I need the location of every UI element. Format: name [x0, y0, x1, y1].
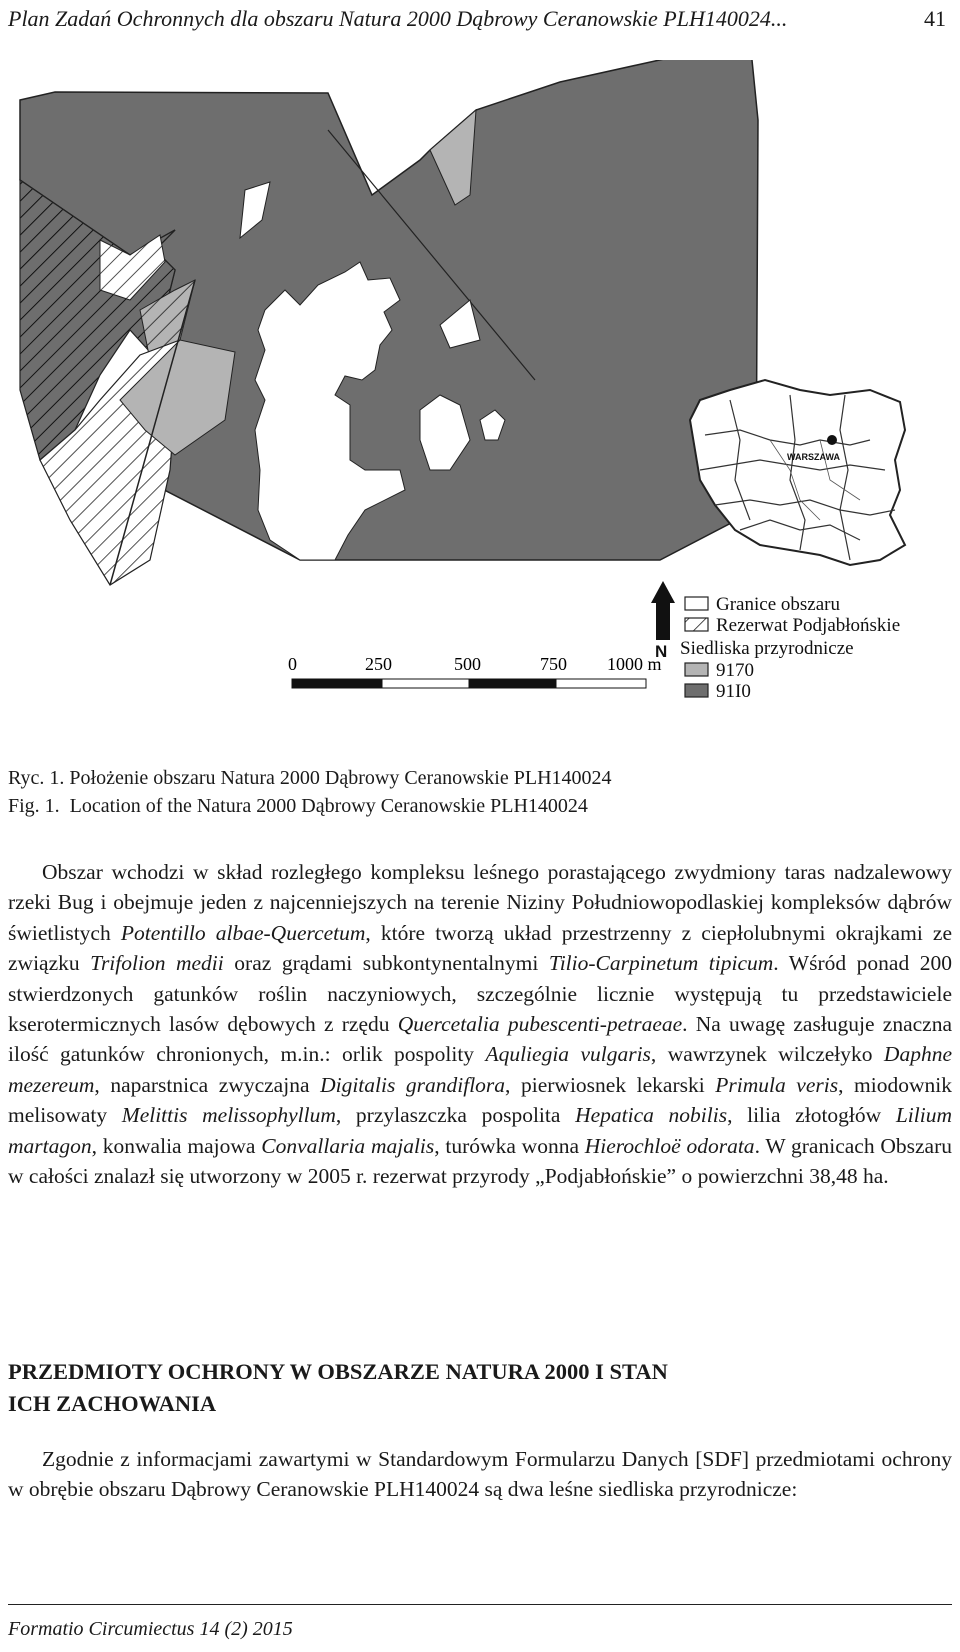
- footer-rule: [8, 1604, 952, 1605]
- paragraph-text-run: , pierwiosnek lekarski: [505, 1072, 716, 1097]
- journal-footer: Formatio Circumiectus 14 (2) 2015: [8, 1618, 293, 1640]
- paragraph-text-run: , naparstnica zwyczajna: [94, 1072, 321, 1097]
- species-name-italic: Daphne mezereum: [8, 1042, 952, 1097]
- poland-inset-map: [690, 380, 905, 565]
- site-map: [20, 60, 758, 585]
- legend-9170-swatch: [685, 663, 708, 676]
- species-name-italic: Primula veris: [715, 1072, 839, 1097]
- species-name-italic: Potentillo albae-Quercetum: [120, 920, 366, 945]
- legend-boundary-label: Granice obszaru: [716, 594, 840, 615]
- legend-9110-swatch: [685, 684, 708, 697]
- paragraph-text-run: . Wśród ponad 200 stwierdzonych gatunków roślin naczyniowych, szczególnie licznie występują tu przedstawiciele kserotermicznych lasów dębowych z rzędu: [8, 951, 952, 1037]
- legend-habitats-title: Siedliska przyrodnicze: [680, 638, 854, 659]
- paragraph-text-run: Obszar wchodzi w skład rozległego kompleksu leśnego porastającego zwydmiony taras nadzalewowy rzeki Bug i obejmuje jeden z najcenniejszych na terenie Niziny Południowopodlaskiej kompleksów dąbrów świetlistych: [8, 860, 952, 945]
- location-map-figure: [0, 60, 960, 750]
- body-paragraph-1: [8, 857, 952, 1191]
- species-name-italic: Hepatica nobilis: [575, 1103, 728, 1128]
- section-heading-line-2: ICH ZACHOWANIA: [8, 1391, 217, 1416]
- species-name-italic: Melittis melissophyllum: [121, 1103, 336, 1128]
- species-name-italic: Tilio-Carpinetum tipicum: [548, 951, 774, 976]
- scale-label-1000: 1000 m: [607, 654, 662, 674]
- paragraph-text-run: , lilia złotogłów: [727, 1103, 896, 1128]
- scale-label-250: 250: [365, 654, 392, 674]
- paragraph-text-run: , które tworzą układ przestrzenny z ciepłolubnymi okrajkami ze związku: [8, 920, 952, 976]
- species-name-italic: Digitalis grandiflora: [320, 1072, 506, 1097]
- paragraph-text-run: , przylaszczka pospolita: [335, 1103, 576, 1128]
- caption-polish: Ryc. 1. Położenie obszaru Natura 2000 Dąbrowy Ceranowskie PLH140024: [8, 767, 612, 789]
- species-name-italic: Trifolion medii: [90, 951, 224, 976]
- map-legend: [680, 594, 900, 702]
- paragraph-text-run: , konwalia majowa: [91, 1133, 262, 1158]
- species-name-italic: Aquliegia vulgaris: [485, 1042, 651, 1067]
- paragraph-text-run: , wawrzynek wilczełyko: [650, 1042, 884, 1067]
- paragraph-text-run: oraz grądami subkontynentalnymi: [223, 951, 549, 976]
- paragraph-text-run: . W granicach Obszaru w całości znalazł się utworzony w 2005 r. rezerwat przyrody „Podjabłońskie” o powierzchni 38,48 ha.: [8, 1133, 952, 1189]
- section-heading-line-1: PRZEDMIOTY OCHRONY W OBSZARZE NATURA 2000 I STAN: [8, 1359, 668, 1384]
- paragraph-text-run: , miodownik melisowaty: [8, 1072, 952, 1128]
- running-header: [8, 6, 952, 40]
- species-name-italic: Lilium martagon: [8, 1103, 952, 1158]
- legend-9110-label: 91I0: [716, 681, 751, 702]
- scale-bar: [288, 654, 662, 688]
- legend-reserve-label: Rezerwat Podjabłońskie: [716, 615, 901, 636]
- page-number: 41: [924, 6, 946, 31]
- site-location-dot: [827, 435, 837, 445]
- legend-9170-label: 9170: [716, 660, 754, 681]
- inset-city-label: WARSZAWA: [787, 452, 840, 462]
- species-name-italic: Quercetalia pubescenti-petraeae: [397, 1012, 683, 1037]
- figure-caption: [8, 764, 612, 820]
- body-paragraph-2: Zgodnie z informacjami zawartymi w Standardowym Formularzu Danych [SDF] przedmiotami ochrony w obrębie obszaru Dąbrowy Ceranowskie PLH140024 są dwa leśne siedliska przyrodnicze:: [8, 1447, 952, 1502]
- north-label: N: [655, 642, 668, 661]
- section-heading: [8, 1356, 668, 1420]
- header-title: Plan Zadań Ochronnych dla obszaru Natura 2000 Dąbrowy Ceranowskie PLH140024...: [8, 6, 788, 31]
- scale-label-0: 0: [288, 654, 297, 674]
- species-name-italic: Convallaria majalis: [261, 1133, 435, 1158]
- paragraph-text-run: , turówka wonna: [434, 1133, 585, 1158]
- scale-label-500: 500: [454, 654, 481, 674]
- legend-reserve-swatch: [685, 618, 708, 631]
- caption-english: Fig. 1. Location of the Natura 2000 Dąbrowy Ceranowskie PLH140024: [8, 795, 588, 817]
- north-arrow-icon: [651, 581, 675, 661]
- species-name-italic: Hierochloë odorata: [584, 1133, 755, 1158]
- scale-label-750: 750: [540, 654, 567, 674]
- paragraph-text-run: . Na uwagę zasługuje znaczna ilość gatunków chronionych, m.in.: orlik pospolity: [8, 1012, 952, 1067]
- legend-boundary-swatch: [685, 597, 708, 610]
